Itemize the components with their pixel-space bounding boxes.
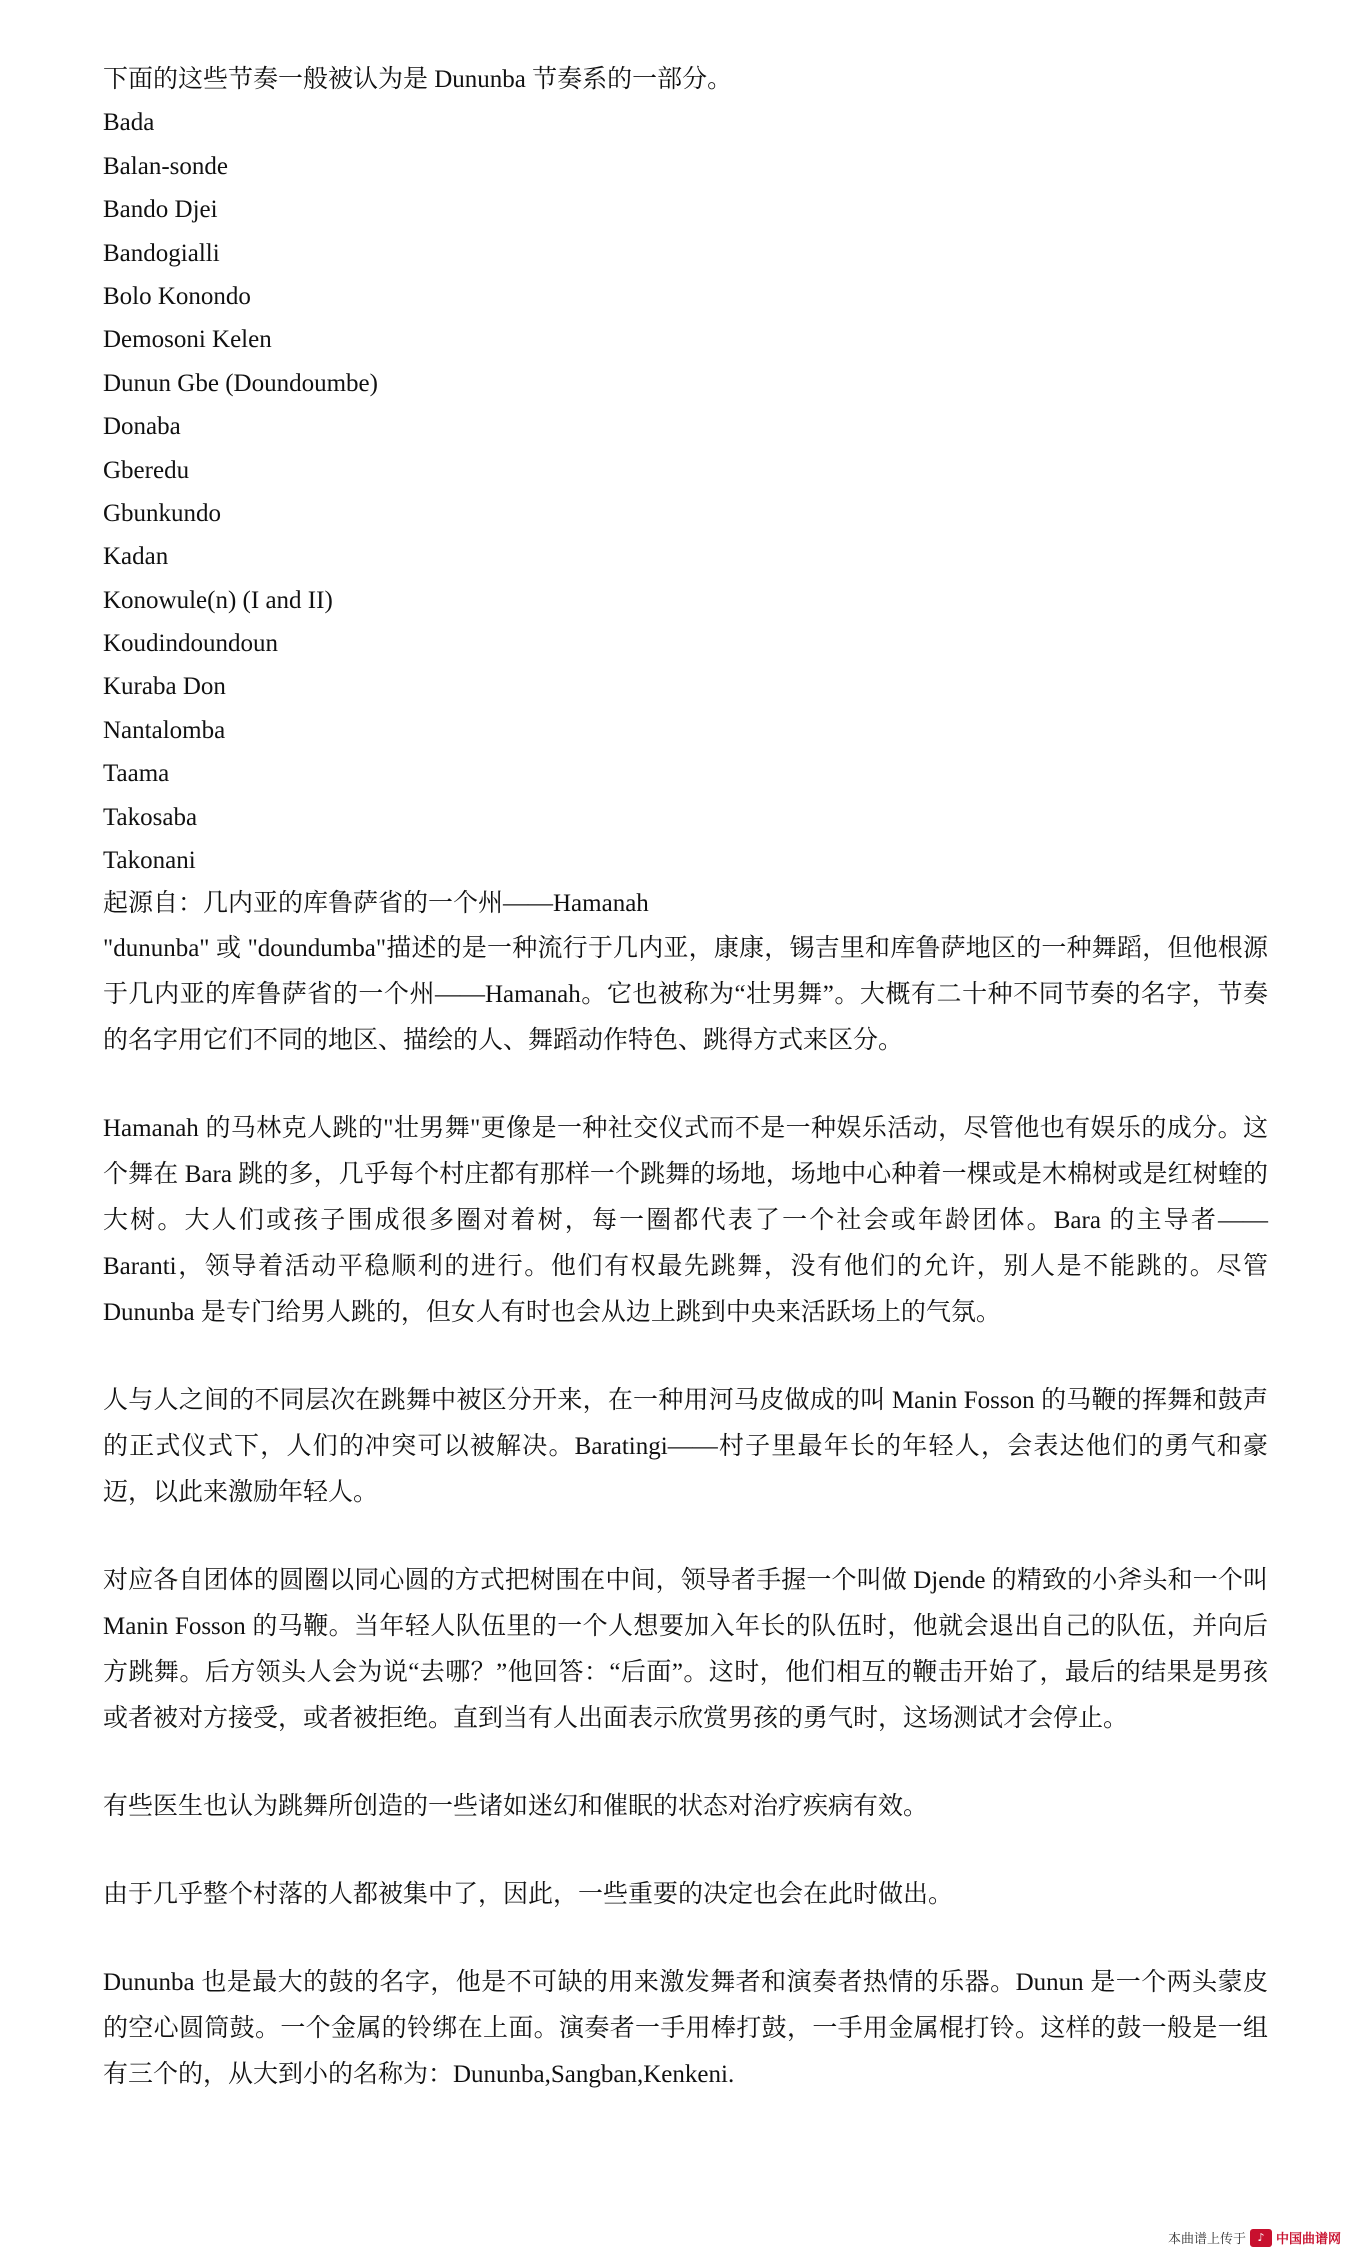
intro-line: 下面的这些节奏一般被认为是 Dununba 节奏系的一部分。 bbox=[103, 66, 733, 93]
document-body bbox=[103, 58, 1268, 2098]
paragraph-gap bbox=[103, 1918, 1268, 1960]
paragraph: Hamanah 的马林克人跳的"壮男舞"更像是一种社交仪式而不是一种娱乐活动，尽管他也有娱乐的成分。这个舞在 Bara 跳的多，几乎每个村庄都有那样一个跳舞的场地，场地中心种着一棵或是木棉树或是红树蝰的大树。大人们或孩子围成很多圈对着树，每一圈都代表了一个社会或年龄团体。Bara 的主导者——Baranti，领导着活动平稳顺利的进行。他们有权最先跳舞，没有他们的允许，别人是不能跳的。尽管 Dununba 是专门给男人跳的，但女人有时也会从边上跳到中央来活跃场上的气氛。 bbox=[103, 1114, 1268, 1326]
paragraph: 由于几乎整个村落的人都被集中了，因此，一些重要的决定也会在此时做出。 bbox=[103, 1880, 954, 1908]
paragraph-gap bbox=[103, 1742, 1268, 1784]
rhythm-item: Taama bbox=[103, 760, 170, 788]
paragraph: "dununba" 或 "doundumba"描述的是一种流行于几内亚，康康，锡吉里和库鲁萨地区的一种舞蹈，但他根源于几内亚的库鲁萨省的一个州——Hamanah。它也被称为“壮男舞”。大概有二十种不同节奏的名字，节奏的名字用它们不同的地区、描绘的人、舞蹈动作特色、跳得方式来区分。 bbox=[103, 934, 1268, 1054]
paragraph-gap bbox=[103, 1830, 1268, 1872]
rhythm-item: Bandogialli bbox=[103, 239, 220, 267]
rhythm-item: Donaba bbox=[103, 413, 181, 441]
site-logo-icon: ♪ bbox=[1250, 2229, 1272, 2247]
paragraph-gap bbox=[103, 1336, 1268, 1378]
rhythm-item: Takonani bbox=[103, 847, 196, 875]
origin-line: 起源自：几内亚的库鲁萨省的一个州——Hamanah bbox=[103, 890, 649, 918]
rhythm-item: Gbunkundo bbox=[103, 499, 222, 527]
rhythm-item: Kadan bbox=[103, 543, 169, 571]
rhythm-item: Balan-sonde bbox=[103, 152, 228, 180]
upload-text: 本曲谱上传于 bbox=[1167, 2232, 1246, 2247]
paragraph: 对应各自团体的圆圈以同心圆的方式把树围在中间，领导者手握一个叫做 Djende 的精致的小斧头和一个叫 Manin Fosson 的马鞭。当年轻人队伍里的一个人想要加入年长的队伍时，他就会退出自己的队伍，并向后方跳舞。后方领头人会为说“去哪？”他回答：“后面”。这时，他们相互的鞭击开始了，最后的结果是男孩或者被对方接受，或者被拒绝。直到当有人出面表示欣赏男孩的勇气时，这场测试才会停止。 bbox=[103, 1566, 1268, 1732]
paragraph: 有些医生也认为跳舞所创造的一些诸如迷幻和催眠的状态对治疗疾病有效。 bbox=[103, 1792, 929, 1820]
paragraph: 人与人之间的不同层次在跳舞中被区分开来，在一种用河马皮做成的叫 Manin Fosson 的马鞭的挥舞和鼓声的正式仪式下，人们的冲突可以被解决。Baratingi——村子里最年长的年轻人，会表达他们的勇气和豪迈，以此来激励年轻人。 bbox=[103, 1386, 1268, 1506]
rhythm-item: Gberedu bbox=[103, 456, 190, 484]
paragraph-gap bbox=[103, 1064, 1268, 1106]
paragraph: Dununba 也是最大的鼓的名字，他是不可缺的用来激发舞者和演奏者热情的乐器。Dunun 是一个两头蒙皮的空心圆筒鼓。一个金属的铃绑在上面。演奏者一手用棒打鼓，一手用金属棍打铃。这样的鼓一般是一组有三个的，从大到小的名称为：Dununba,Sangban,Kenkeni. bbox=[103, 1968, 1268, 2088]
rhythm-item: Kuraba Don bbox=[103, 673, 226, 701]
site-name: 中国曲谱网 bbox=[1275, 2232, 1341, 2247]
rhythm-item: Bolo Konondo bbox=[103, 282, 251, 310]
rhythm-list bbox=[103, 101, 1268, 882]
rhythm-item: Takosaba bbox=[103, 803, 198, 831]
rhythm-item: Demosoni Kelen bbox=[103, 326, 272, 354]
paragraph-gap bbox=[103, 1516, 1268, 1558]
rhythm-item: Bada bbox=[103, 109, 155, 137]
source-watermark bbox=[1168, 2228, 1341, 2247]
rhythm-item: Konowule(n) (I and II) bbox=[103, 586, 333, 614]
rhythm-item: Nantalomba bbox=[103, 716, 226, 744]
rhythm-item: Bando Djei bbox=[103, 196, 218, 224]
rhythm-item: Dunun Gbe (Doundoumbe) bbox=[103, 369, 378, 397]
rhythm-item: Koudindoundoun bbox=[103, 630, 278, 658]
